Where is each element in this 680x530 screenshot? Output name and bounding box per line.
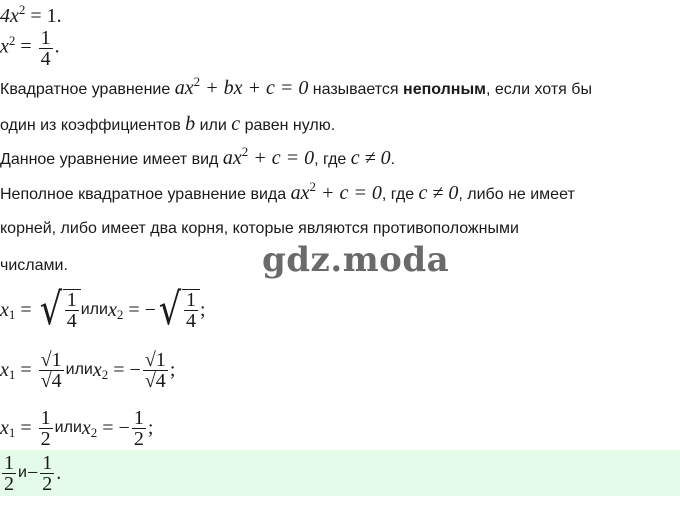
answer-fraction-1 (2, 453, 16, 494)
p1-bold-term: неполным (403, 81, 486, 98)
p3-math: ax (290, 182, 310, 204)
eq2-exponent: 2 (8, 32, 16, 48)
answer-end: . (56, 462, 62, 484)
r2-num-1: √1 (40, 348, 62, 371)
r1-end: ; (199, 299, 206, 321)
p1-math: ax (174, 77, 194, 99)
p1-text-a: Квадратное уравнение (0, 81, 175, 98)
r1-den-2: 4 (185, 310, 196, 332)
p2-text-b: , где (314, 151, 351, 168)
answer-num-1: 1 (4, 451, 14, 474)
answer-line: $\frac{1}{2}$ и − $\frac{1}{2}$ . (4, 451, 62, 495)
p3-text-b: , где (381, 186, 419, 203)
definition-line-2 (0, 114, 335, 136)
r3-sub1: 1 (8, 425, 16, 440)
definition-line-1 (0, 74, 592, 100)
r2-den-2: √4 (144, 369, 166, 392)
r3-end: ; (147, 417, 154, 439)
r3-fraction-2 (132, 408, 146, 449)
r2-x2: x (92, 359, 102, 381)
eq2-period: . (54, 35, 60, 58)
eq2-numerator: 1 (40, 27, 51, 49)
r1-or: или (80, 301, 108, 318)
p2-text-c: . (390, 151, 396, 168)
eq1-rhs: = 1. (25, 5, 62, 27)
r2-den-1: √4 (40, 369, 62, 392)
r3-x2: x (81, 417, 91, 439)
r2-sub2: 2 (101, 367, 109, 382)
r2-fraction-2 (143, 350, 168, 391)
eq1-exponent: 2 (18, 2, 26, 17)
equation-line-2 (0, 28, 60, 69)
r3-num-2: 1 (133, 406, 144, 429)
p3-math2: + c = 0 (315, 182, 382, 204)
p3-text-c: , либо не имеет (458, 186, 575, 203)
r3-num-1: 1 (40, 406, 51, 429)
p2-text-a: Данное уравнение имеет вид (0, 151, 223, 168)
p1b-text-c: равен нулю. (240, 117, 336, 134)
p2-math3: c ≠ 0 (350, 147, 391, 169)
equation-line-1 (0, 2, 62, 28)
p3c-text: числами. (0, 257, 68, 274)
eq2-denominator: 4 (40, 48, 51, 70)
r3-den-2: 2 (133, 427, 144, 450)
r2-x1: x (0, 359, 9, 381)
roots-line-1: x 1 = √ $\frac{1}{4}$ или x 2 = − √ $\frac{1}{4}$ ; (0, 284, 206, 335)
p1-exponent: 2 (193, 74, 201, 89)
rule-line-1 (0, 179, 575, 205)
eq1-lhs: 4x (0, 5, 19, 27)
r2-num-2: √1 (144, 348, 166, 371)
p3-exponent: 2 (309, 179, 316, 194)
answer-and: и (18, 464, 27, 481)
p1-text-b: называется (308, 81, 404, 98)
rule-line-2 (0, 219, 519, 239)
r1-num-1: 1 (66, 289, 77, 311)
p1b-math-b: b (185, 113, 196, 135)
form-line (0, 144, 396, 170)
r1-x1: x (0, 299, 9, 321)
r1-sub1: 1 (8, 307, 16, 322)
p1-math2: + bx + c = 0 (200, 77, 309, 99)
roots-line-3: x 1 = $\frac{1}{2}$ или x 2 = − $\frac{1}{2}$ ; (0, 406, 154, 450)
eq2-equals: = (15, 35, 37, 58)
p2-math: ax (222, 147, 242, 169)
r3-den-1: 2 (40, 427, 51, 450)
r1-den-1: 4 (66, 310, 77, 332)
r1-sqrt-1: √ $\frac{1}{4}$ (37, 288, 81, 332)
r1-num-2: 1 (185, 289, 196, 311)
eq2-fraction (39, 28, 53, 69)
answer-den-1: 2 (4, 472, 14, 495)
p3-math3: c ≠ 0 (418, 182, 459, 204)
r3-sub2: 2 (90, 425, 98, 440)
watermark-logo: gdz.moda (262, 240, 450, 280)
answer-fraction-2 (40, 453, 54, 494)
p1-text-c: , если хотя бы (485, 81, 592, 98)
r1-sqrt-2: √ $\frac{1}{4}$ (156, 288, 200, 332)
p2-exponent: 2 (241, 144, 249, 159)
r3-or: или (54, 419, 82, 436)
p1b-text-b: или (195, 117, 232, 134)
roots-line-2: x 1 = $\frac{√1}{√4}$ или x 2 = − $\frac{√1}{√4}$ ; (0, 348, 176, 392)
r1-x2: x (107, 299, 117, 321)
answer-highlight (0, 450, 680, 496)
r2-end: ; (169, 359, 176, 381)
rule-line-3 (0, 256, 68, 276)
r3-x1: x (0, 417, 9, 439)
p1b-text-a: один из коэффициентов (0, 117, 186, 134)
p3b-text: корней, либо имеет два корня, которые являются противоположными (0, 220, 519, 237)
eq2-lhs: x (0, 35, 9, 58)
p1b-math-c: c (231, 113, 241, 135)
r2-or: или (65, 361, 93, 378)
p2-math2: + c = 0 (248, 147, 315, 169)
r2-fraction-1 (39, 350, 64, 391)
answer-den-2: 2 (42, 472, 53, 495)
r3-fraction-1 (39, 408, 53, 449)
r2-sub1: 1 (8, 367, 16, 382)
answer-num-2: 1 (42, 451, 53, 474)
r1-sub2: 2 (116, 307, 124, 322)
p3-text-a: Неполное квадратное уравнение вида (0, 186, 291, 203)
